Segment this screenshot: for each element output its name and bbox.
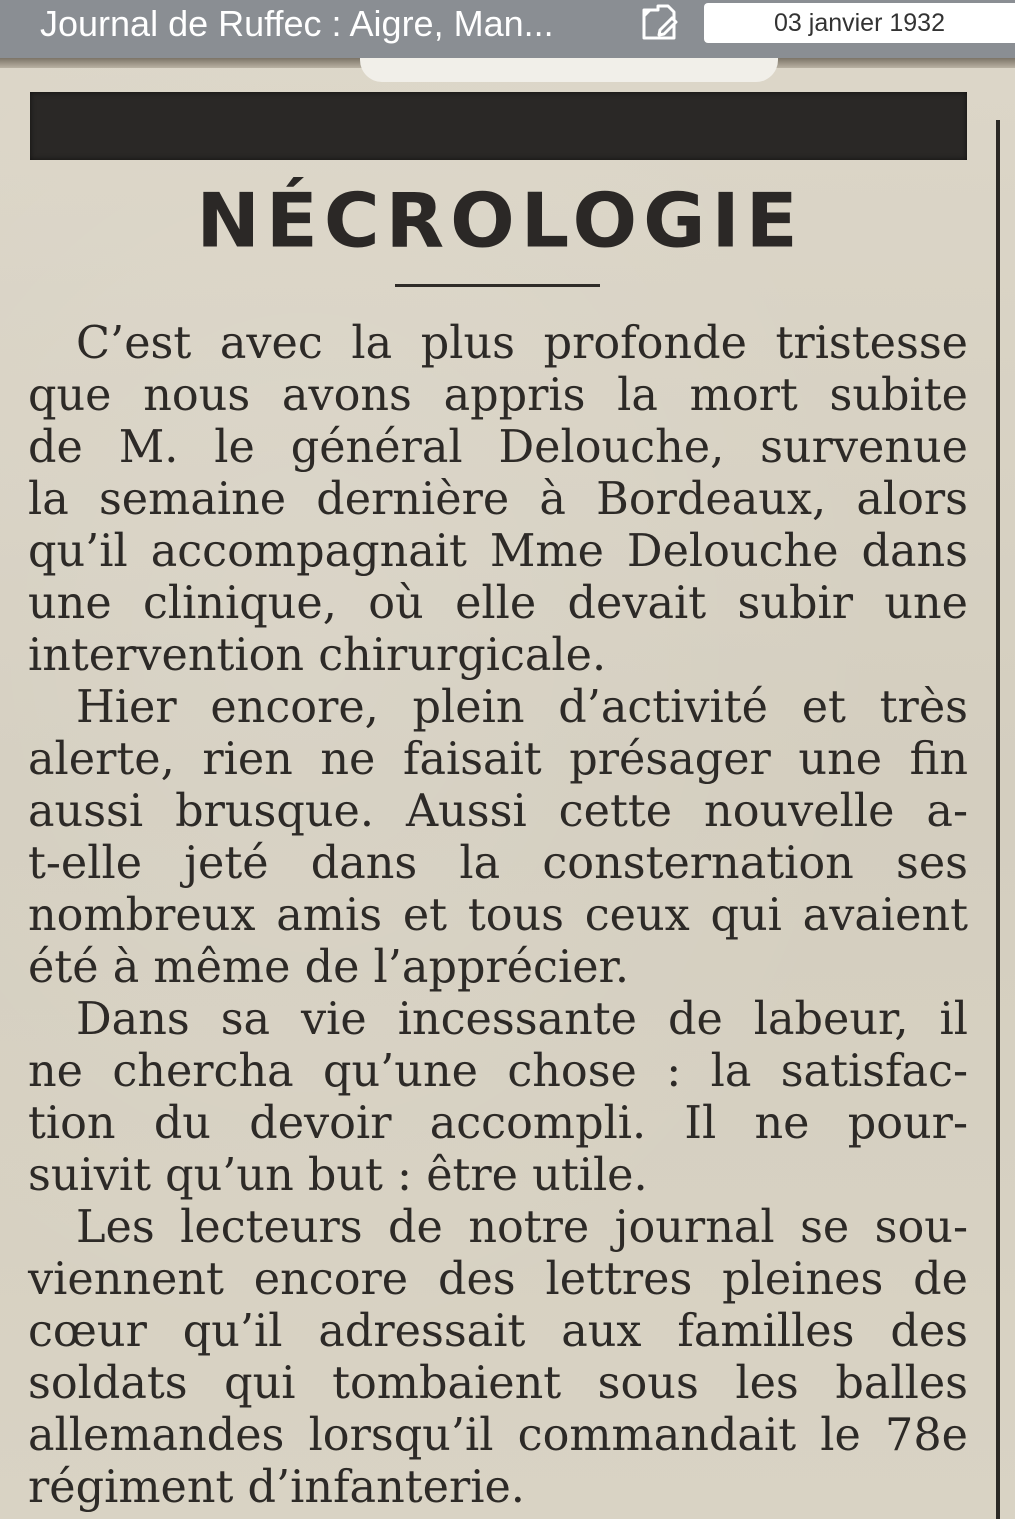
text-line: été à même de l’apprécier. — [28, 942, 630, 993]
section-divider-bar — [30, 92, 967, 160]
text-line: une clinique, où elle devait subir une — [28, 578, 968, 629]
text-line: aussi brusque. Aussi cette nouvelle a- — [28, 786, 968, 837]
paragraph-4 — [28, 1202, 968, 1514]
text-line: allemandes lorsqu’il commandait le 78e — [28, 1410, 968, 1461]
paragraph-3 — [28, 994, 968, 1202]
text-line: C’est avec la plus profonde tristesse — [76, 318, 968, 369]
page-scroll-handle[interactable] — [360, 58, 778, 82]
date-selector[interactable]: 03 janvier 1932 — [704, 3, 1015, 43]
text-line: que nous avons appris la mort subite — [28, 370, 968, 421]
article-heading: NÉCROLOGIE — [196, 176, 804, 265]
text-line: Dans sa vie incessante de labeur, il — [76, 994, 968, 1045]
text-line: nombreux amis et tous ceux qui avaient — [28, 890, 968, 941]
text-line: viennent encore des lettres pleines de — [28, 1254, 968, 1305]
newspaper-page — [0, 58, 1015, 1519]
document-title: Journal de Ruffec : Aigre, Man... — [40, 3, 554, 44]
text-line: suivit qu’un but : être utile. — [28, 1150, 648, 1201]
text-line: alerte, rien ne faisait présager une fin — [28, 734, 968, 785]
text-line: intervention chirurgicale. — [28, 630, 607, 681]
column-rule — [996, 120, 1000, 1519]
text-line: t-elle jeté dans la consternation ses — [28, 838, 968, 889]
text-line: Hier encore, plein d’activité et très — [76, 682, 968, 733]
text-line: ne chercha qu’une chose : la satisfac- — [28, 1046, 968, 1097]
paragraph-2 — [28, 682, 968, 994]
article-body — [28, 318, 968, 1514]
paragraph-1 — [28, 318, 968, 682]
text-line: qu’il accompagnait Mme Delouche dans — [28, 526, 968, 577]
text-line: tion du devoir accompli. Il ne pour- — [28, 1098, 968, 1149]
edit-page-icon[interactable] — [638, 2, 680, 42]
text-line: cœur qu’il adressait aux familles des — [28, 1306, 968, 1357]
text-line: soldats qui tombaient sous les balles — [28, 1358, 968, 1409]
heading-underline — [395, 284, 600, 287]
text-line: de M. le général Delouche, survenue — [28, 422, 968, 473]
top-bar — [0, 0, 1015, 58]
text-line: régiment d’infanterie. — [28, 1462, 525, 1513]
text-line: la semaine dernière à Bordeaux, alors — [28, 474, 968, 525]
text-line: Les lecteurs de notre journal se sou- — [76, 1202, 968, 1253]
